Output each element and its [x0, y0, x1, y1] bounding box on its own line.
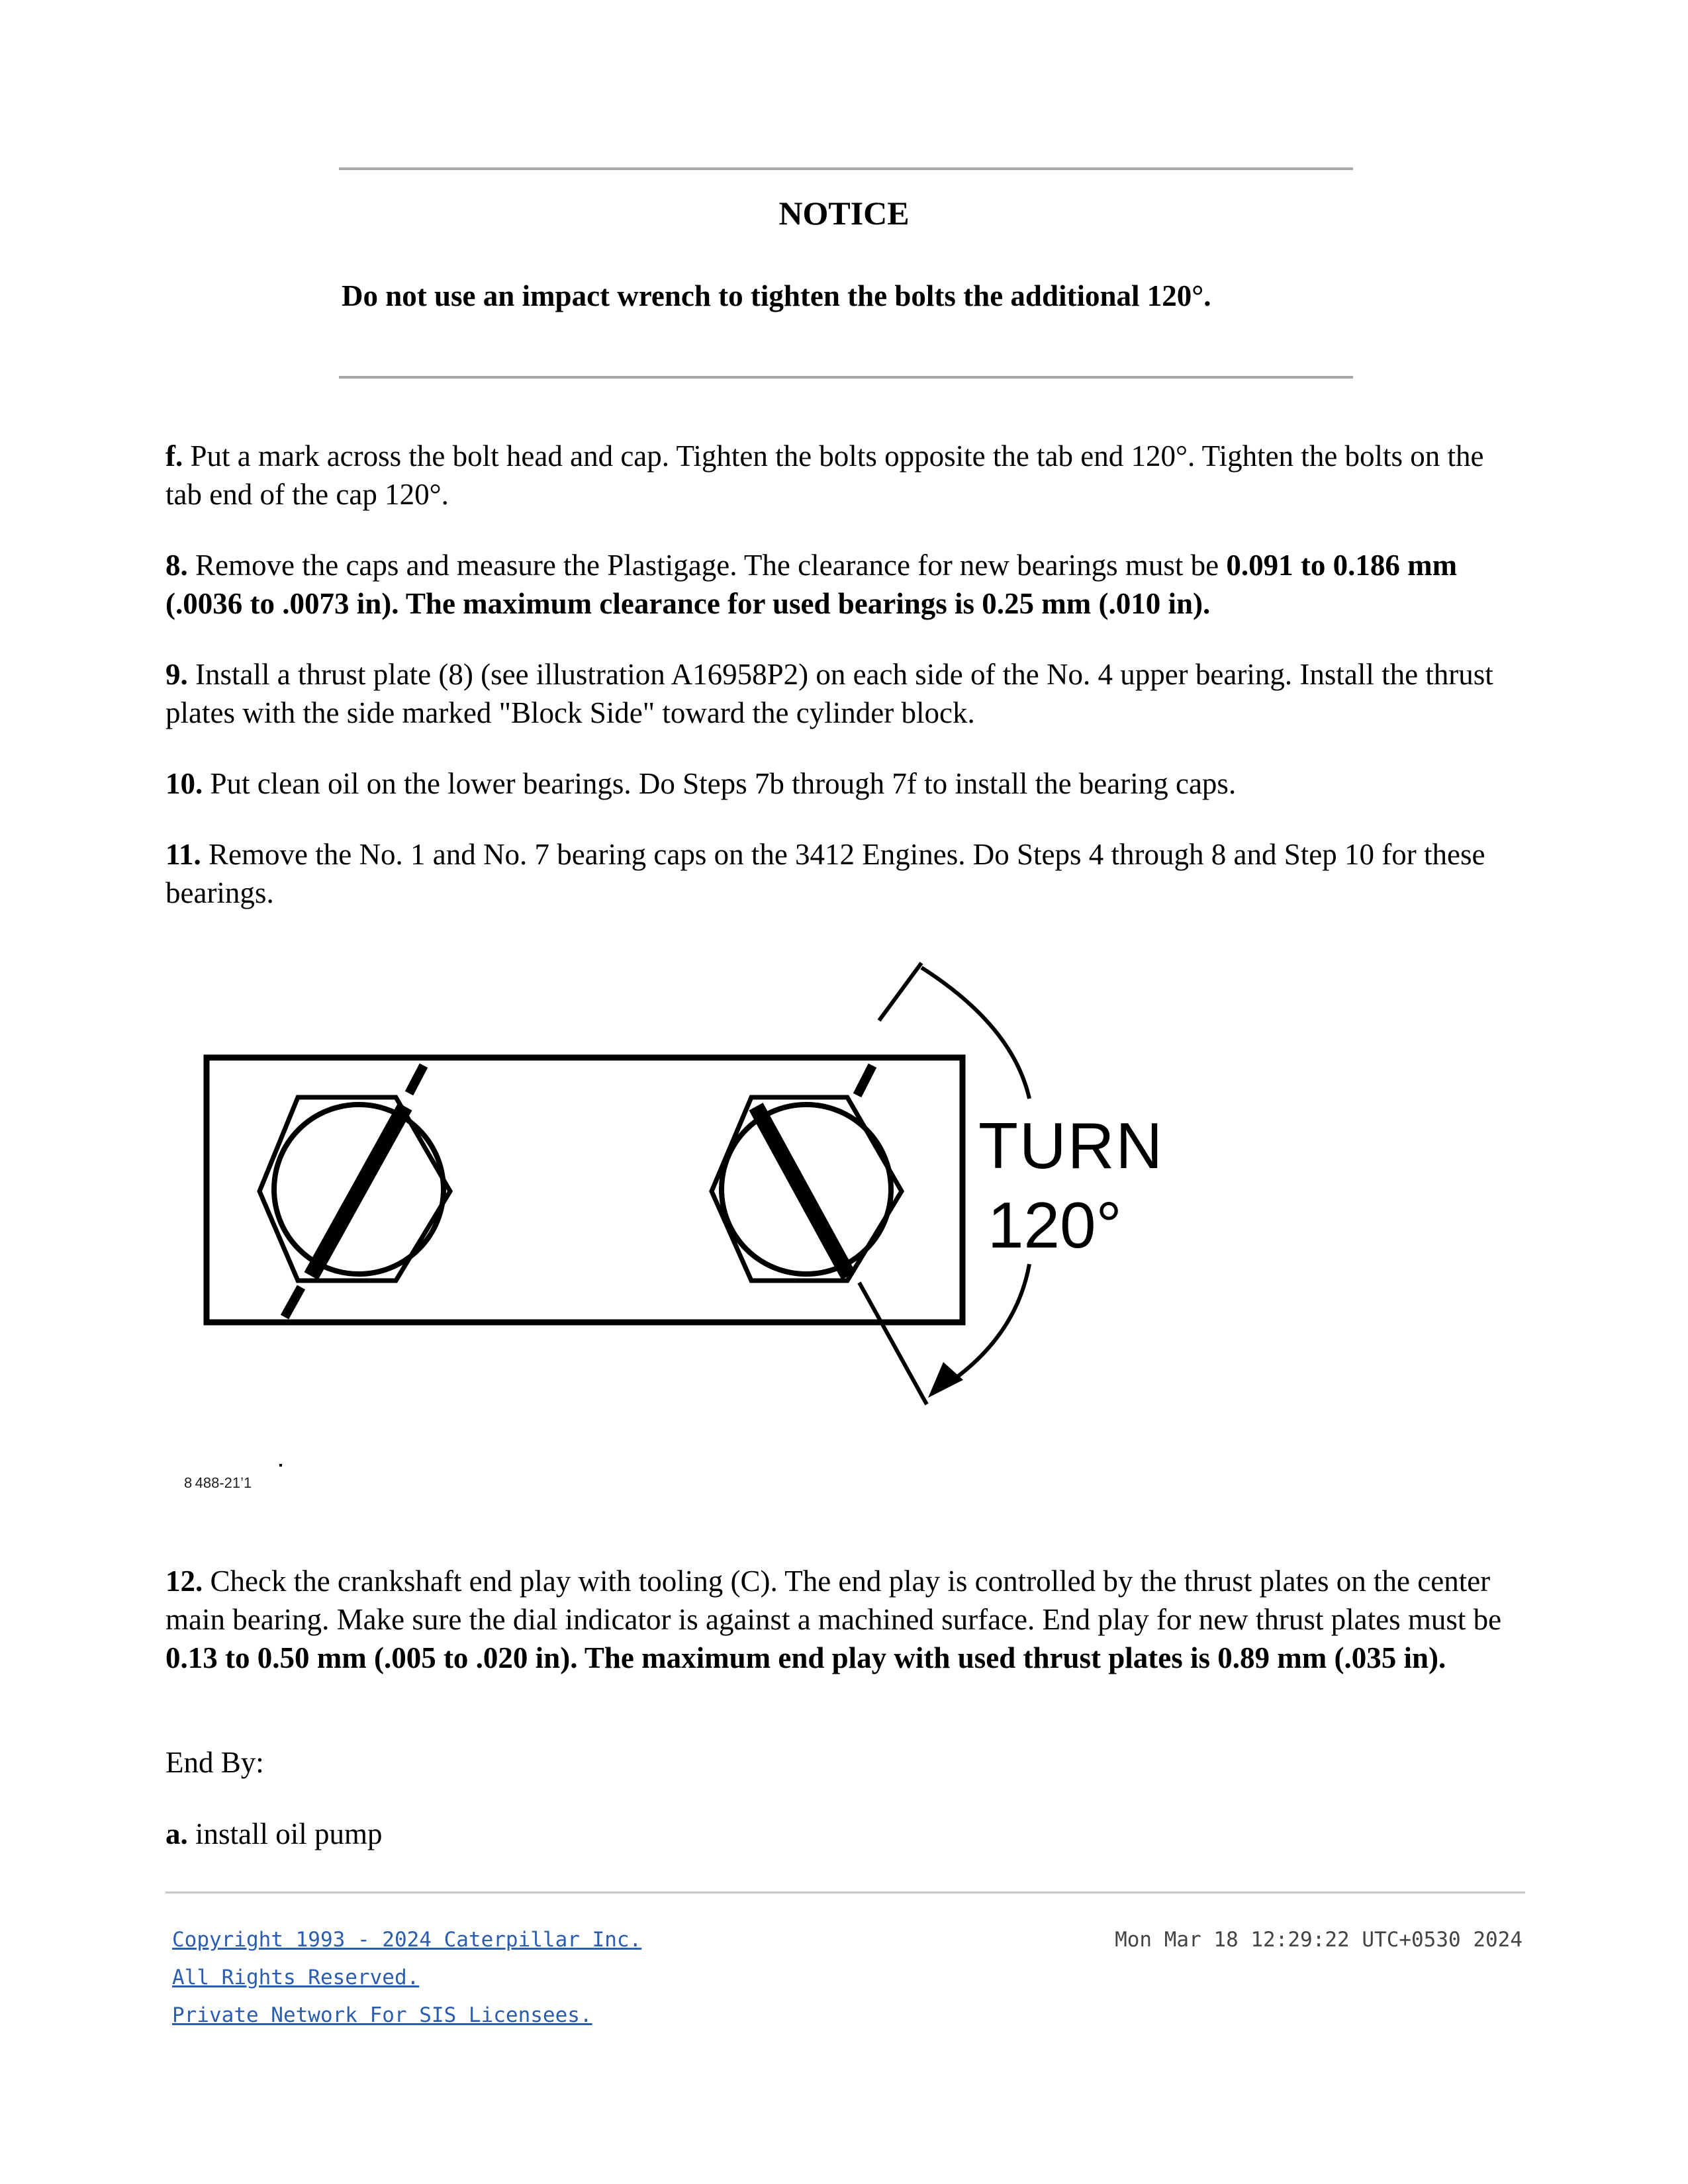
step-text: Install a thrust plate (8) (see illustration A16958P2) on each side of the No. 4 upper bearing. Install the thrust plates with the side marked "Block Side" toward the cylinder block. [165, 658, 1493, 729]
angle-label: 120° [988, 1189, 1122, 1261]
right-bolt-head [712, 1066, 902, 1281]
copyright-link[interactable]: Copyright 1993 - 2024 Caterpillar Inc. [172, 1928, 642, 1952]
step-label: 8. [165, 549, 188, 582]
step-label: f. [165, 439, 183, 473]
step-bold-text: 0.13 to 0.50 mm (.005 to .020 in). The maximum end play with used thrust plates is 0.89 mm (.035 in). [165, 1641, 1446, 1674]
step-text: Put a mark across the bolt head and cap. Tighten the bolts opposite the tab end 120°. Tighten the bolts on the tab end of the cap 120°. [165, 439, 1484, 511]
left-bolt-head [259, 1066, 450, 1317]
step-label: 12. [165, 1565, 203, 1598]
footer-rule [165, 1891, 1525, 1893]
step-text: Remove the caps and measure the Plastigage. The clearance for new bearings must be [187, 549, 1227, 582]
network-link[interactable]: Private Network For SIS Licensees. [172, 2003, 592, 2027]
step-label: 9. [165, 658, 188, 691]
step-12 [165, 1562, 1523, 1677]
footer-timestamp: Mon Mar 18 12:29:22 UTC+0530 2024 [1115, 1928, 1523, 1952]
step-label: 11. [165, 838, 201, 871]
step-text: Put clean oil on the lower bearings. Do Steps 7b through 7f to install the bearing caps. [203, 767, 1237, 800]
turn-label: TURN [978, 1109, 1164, 1182]
figure-caption: 8 488-21’1 [184, 1475, 252, 1491]
notice-text: Do not use an impact wrench to tighten the bolts the additional 120°. [342, 279, 1211, 312]
step-text: Check the crankshaft end play with tooling (C). The end play is controlled by the thrust plates on the center main bearing. Make sure the dial indicator is against a machined surface. End play for new thrust plates must be [165, 1565, 1502, 1636]
end-by-label: End By: [165, 1746, 264, 1779]
step-label: 10. [165, 767, 203, 800]
speck-mark [279, 1464, 282, 1467]
turn-arrow [859, 963, 1029, 1404]
step-text: Remove the No. 1 and No. 7 bearing caps on the 3412 Engines. Do Steps 4 through 8 and Step 10 for these bearings. [165, 838, 1485, 909]
step-text: install oil pump [187, 1817, 383, 1850]
notice-title: NOTICE [778, 195, 910, 232]
step-a [165, 1815, 1523, 1853]
step-label: a. [165, 1817, 188, 1850]
step-bold-text: 0.091 to 0.186 mm (.0036 to .0073 in). The maximum clearance for used bearings is 0.25 mm (.010 in). [165, 549, 1458, 620]
rights-link[interactable]: All Rights Reserved. [172, 1966, 420, 1989]
